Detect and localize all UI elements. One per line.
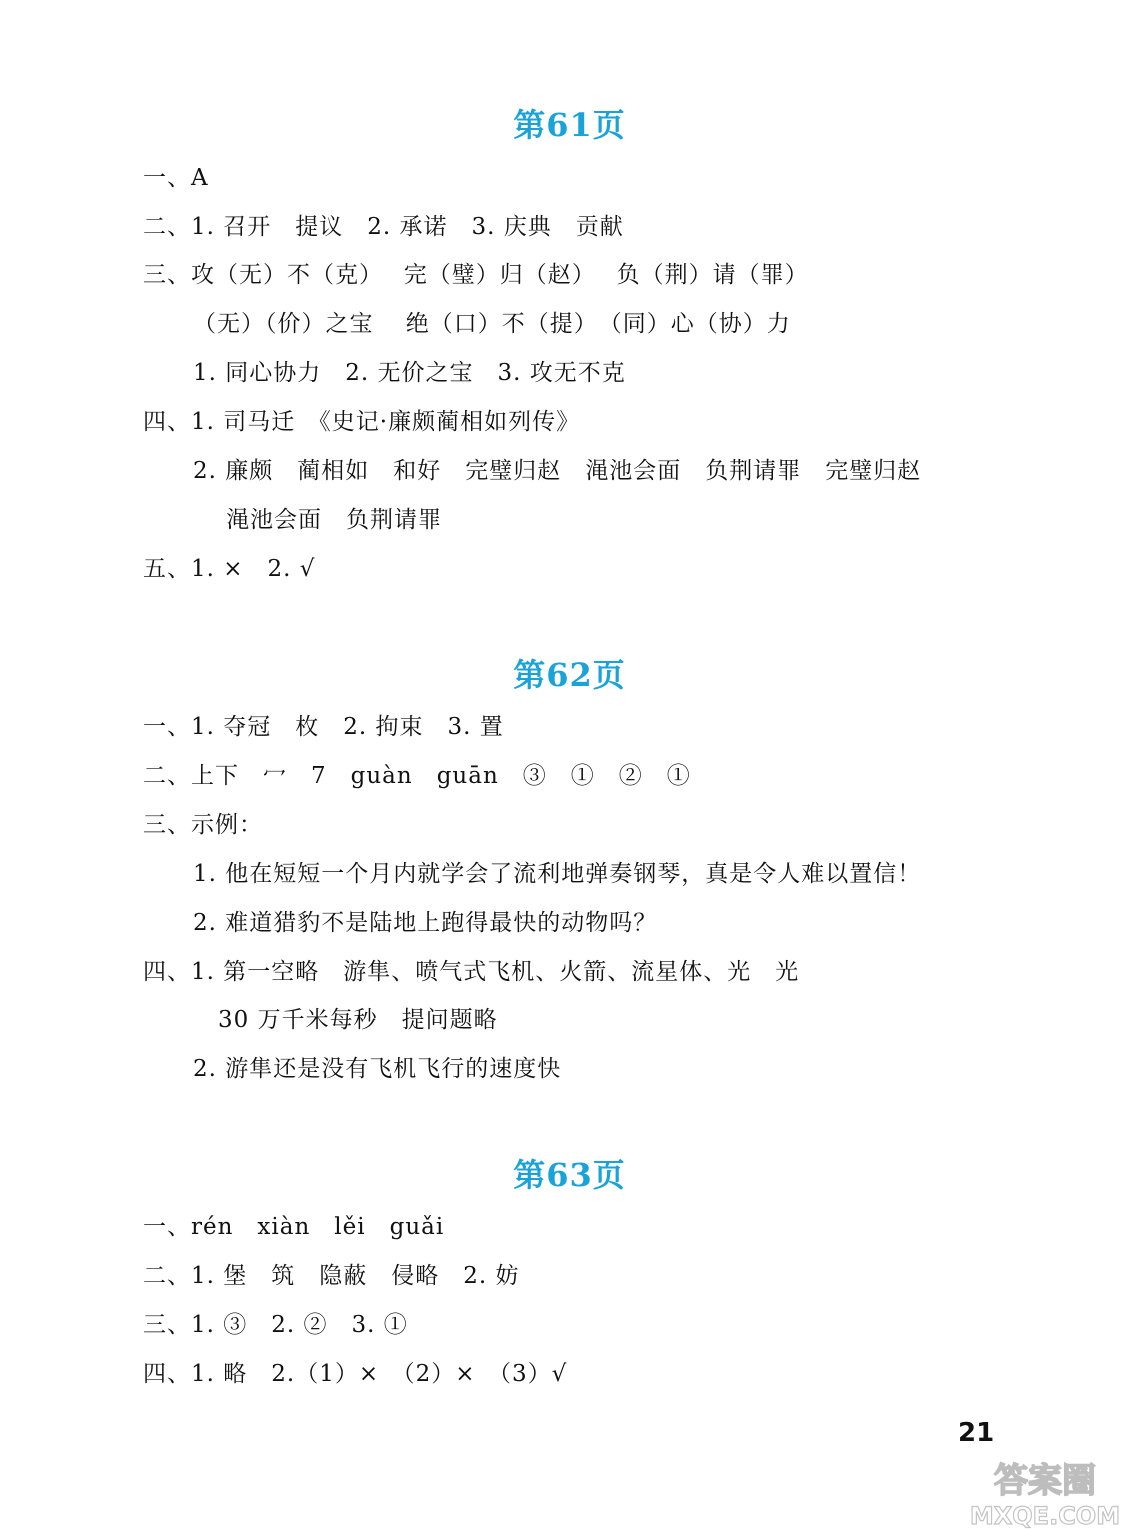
answer-line: 一、rén xiàn lěi guǎi (143, 1214, 445, 1240)
answer-line: 四、1. 略 2.（1）× （2）× （3）√ (143, 1361, 568, 1387)
answer-line: 2. 难道猎豹不是陆地上跑得最快的动物吗？ (193, 910, 658, 936)
section-title-61: 第61页 (513, 106, 626, 144)
answer-line: 一、1. 夺冠 枚 2. 拘束 3. 置 (143, 714, 504, 740)
answer-line: 1. 他在短短一个月内就学会了流利地弹奏钢琴，真是令人难以置信！ (193, 861, 922, 887)
svg-text:答案圈: 答案圈 (994, 1461, 1096, 1501)
answer-line: 2. 游隼还是没有飞机飞行的速度快 (193, 1056, 562, 1082)
answer-line: 渑池会面 负荆请罪 (226, 507, 442, 533)
answer-line: 三、1. ③ 2. ② 3. ① (143, 1312, 408, 1338)
section-title-63: 第63页 (513, 1156, 626, 1194)
answer-line: （无）（价）之宝 绝（口）不（提） （同）心（协）力 (193, 311, 791, 337)
answer-line: 二、上下 冖 7 guàn guān ③ ① ② ① (143, 763, 691, 789)
section-title-62: 第62页 (513, 656, 626, 694)
watermark-logo (960, 1452, 1130, 1530)
page-number: 21 (958, 1418, 995, 1448)
answer-line: 三、攻（无）不（克） 完（璧）归（赵） 负（荆）请（罪） (143, 262, 809, 288)
answer-line: 30 万千米每秒 提问题略 (218, 1007, 498, 1033)
answer-line: 2. 廉颇 蔺相如 和好 完璧归赵 渑池会面 负荆请罪 完璧归赵 (193, 458, 922, 484)
answer-line: 四、1. 司马迁 《史记·廉颇蔺相如列传》 (143, 409, 581, 435)
answer-line: 1. 同心协力 2. 无价之宝 3. 攻无不克 (193, 360, 626, 386)
svg-text:MXQE.COM: MXQE.COM (969, 1502, 1121, 1530)
answer-line: 三、示例： (143, 812, 263, 838)
answer-line: 二、1. 召开 提议 2. 承诺 3. 庆典 贡献 (143, 214, 624, 240)
answer-line: 四、1. 第一空略 游隼、喷气式飞机、火箭、流星体、光 光 (143, 959, 800, 985)
answer-line: 五、1. × 2. √ (143, 556, 316, 582)
answer-line: 一、A (143, 165, 209, 191)
answer-line: 二、1. 堡 筑 隐蔽 侵略 2. 妨 (143, 1263, 520, 1289)
